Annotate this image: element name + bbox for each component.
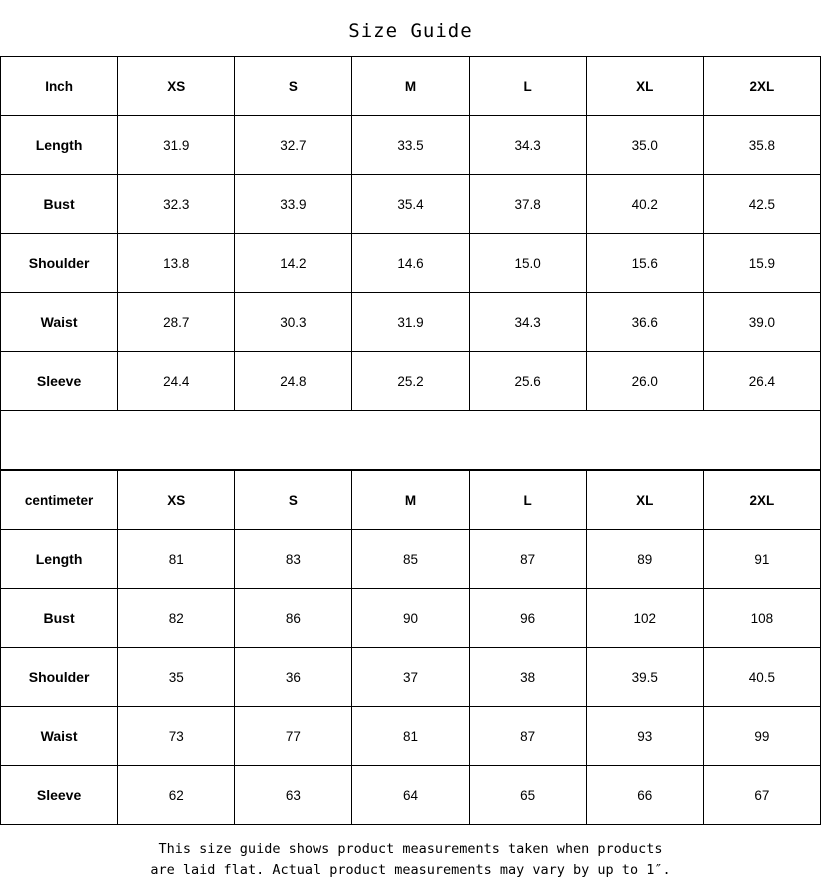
- row-label-sleeve: Sleeve: [1, 352, 118, 411]
- table-row: [1, 234, 821, 293]
- cell-shoulder-xs: 13.8: [118, 234, 235, 293]
- cell-bust-xl: 40.2: [586, 175, 703, 234]
- table-row: [1, 175, 821, 234]
- column-header-m: M: [352, 471, 469, 530]
- cell-waist-xs: 28.7: [118, 293, 235, 352]
- table-row: [1, 116, 821, 175]
- row-label-bust: Bust: [1, 589, 118, 648]
- cell-shoulder-l: 38: [469, 648, 586, 707]
- page-title: Size Guide: [348, 20, 473, 42]
- cell-shoulder-s: 36: [235, 648, 352, 707]
- cell-shoulder-xl: 39.5: [586, 648, 703, 707]
- table-separator-row: [1, 411, 821, 470]
- cell-sleeve-xl: 26.0: [586, 352, 703, 411]
- cell-sleeve-xl: 66: [586, 766, 703, 825]
- cell-length-2xl: 91: [703, 530, 820, 589]
- row-label-length: Length: [1, 116, 118, 175]
- table-row: [1, 530, 821, 589]
- cell-waist-2xl: 39.0: [703, 293, 820, 352]
- cell-length-m: 85: [352, 530, 469, 589]
- footnote: [0, 825, 821, 881]
- cell-length-xl: 35.0: [586, 116, 703, 175]
- cell-length-xl: 89: [586, 530, 703, 589]
- cell-sleeve-m: 25.2: [352, 352, 469, 411]
- row-label-bust: Bust: [1, 175, 118, 234]
- cell-length-s: 83: [235, 530, 352, 589]
- table-row: [1, 707, 821, 766]
- cell-sleeve-2xl: 67: [703, 766, 820, 825]
- cell-length-m: 33.5: [352, 116, 469, 175]
- cell-shoulder-m: 14.6: [352, 234, 469, 293]
- cell-waist-m: 31.9: [352, 293, 469, 352]
- unit-label-centimeter: centimeter: [1, 471, 118, 530]
- cell-length-l: 34.3: [469, 116, 586, 175]
- column-header-s: S: [235, 57, 352, 116]
- cell-shoulder-xl: 15.6: [586, 234, 703, 293]
- cell-bust-s: 86: [235, 589, 352, 648]
- unit-label-inch: Inch: [1, 57, 118, 116]
- column-header-l: L: [469, 471, 586, 530]
- cell-sleeve-2xl: 26.4: [703, 352, 820, 411]
- row-label-waist: Waist: [1, 293, 118, 352]
- column-header-2xl: 2XL: [703, 57, 820, 116]
- size-table-centimeter: [0, 470, 821, 825]
- cell-bust-s: 33.9: [235, 175, 352, 234]
- column-header-s: S: [235, 471, 352, 530]
- table-row: [1, 648, 821, 707]
- footnote-line-1: This size guide shows product measurements taken when products: [158, 841, 663, 857]
- cell-shoulder-2xl: 40.5: [703, 648, 820, 707]
- cell-length-s: 32.7: [235, 116, 352, 175]
- cell-bust-xl: 102: [586, 589, 703, 648]
- cell-sleeve-m: 64: [352, 766, 469, 825]
- cell-waist-s: 77: [235, 707, 352, 766]
- cell-length-2xl: 35.8: [703, 116, 820, 175]
- table-row: [1, 589, 821, 648]
- row-label-waist: Waist: [1, 707, 118, 766]
- cell-waist-xl: 36.6: [586, 293, 703, 352]
- cell-sleeve-l: 25.6: [469, 352, 586, 411]
- cell-shoulder-m: 37: [352, 648, 469, 707]
- cell-bust-m: 90: [352, 589, 469, 648]
- column-header-2xl: 2XL: [703, 471, 820, 530]
- cell-waist-s: 30.3: [235, 293, 352, 352]
- column-header-xl: XL: [586, 57, 703, 116]
- table-header-row: [1, 471, 821, 530]
- table-header-row: [1, 57, 821, 116]
- column-header-l: L: [469, 57, 586, 116]
- cell-waist-l: 87: [469, 707, 586, 766]
- cell-shoulder-2xl: 15.9: [703, 234, 820, 293]
- cell-length-xs: 31.9: [118, 116, 235, 175]
- table-row: [1, 352, 821, 411]
- cell-bust-m: 35.4: [352, 175, 469, 234]
- cell-waist-xl: 93: [586, 707, 703, 766]
- row-label-length: Length: [1, 530, 118, 589]
- cell-waist-m: 81: [352, 707, 469, 766]
- table-row: [1, 766, 821, 825]
- cell-bust-l: 37.8: [469, 175, 586, 234]
- cell-length-xs: 81: [118, 530, 235, 589]
- cell-bust-2xl: 42.5: [703, 175, 820, 234]
- cell-sleeve-xs: 62: [118, 766, 235, 825]
- footnote-line-2: are laid flat. Actual product measurements may vary by up to 1″.: [150, 862, 671, 878]
- cell-shoulder-l: 15.0: [469, 234, 586, 293]
- cell-waist-2xl: 99: [703, 707, 820, 766]
- column-header-xs: XS: [118, 57, 235, 116]
- column-header-xl: XL: [586, 471, 703, 530]
- table-row: [1, 293, 821, 352]
- cell-waist-xs: 73: [118, 707, 235, 766]
- cell-bust-l: 96: [469, 589, 586, 648]
- size-table-inch: [0, 56, 821, 470]
- row-label-shoulder: Shoulder: [1, 648, 118, 707]
- cell-bust-2xl: 108: [703, 589, 820, 648]
- cell-bust-xs: 32.3: [118, 175, 235, 234]
- cell-sleeve-s: 24.8: [235, 352, 352, 411]
- row-label-shoulder: Shoulder: [1, 234, 118, 293]
- row-label-sleeve: Sleeve: [1, 766, 118, 825]
- cell-sleeve-s: 63: [235, 766, 352, 825]
- cell-shoulder-s: 14.2: [235, 234, 352, 293]
- cell-bust-xs: 82: [118, 589, 235, 648]
- cell-sleeve-l: 65: [469, 766, 586, 825]
- cell-shoulder-xs: 35: [118, 648, 235, 707]
- cell-sleeve-xs: 24.4: [118, 352, 235, 411]
- cell-length-l: 87: [469, 530, 586, 589]
- cell-waist-l: 34.3: [469, 293, 586, 352]
- table-separator-cell: [1, 411, 821, 470]
- column-header-m: M: [352, 57, 469, 116]
- column-header-xs: XS: [118, 471, 235, 530]
